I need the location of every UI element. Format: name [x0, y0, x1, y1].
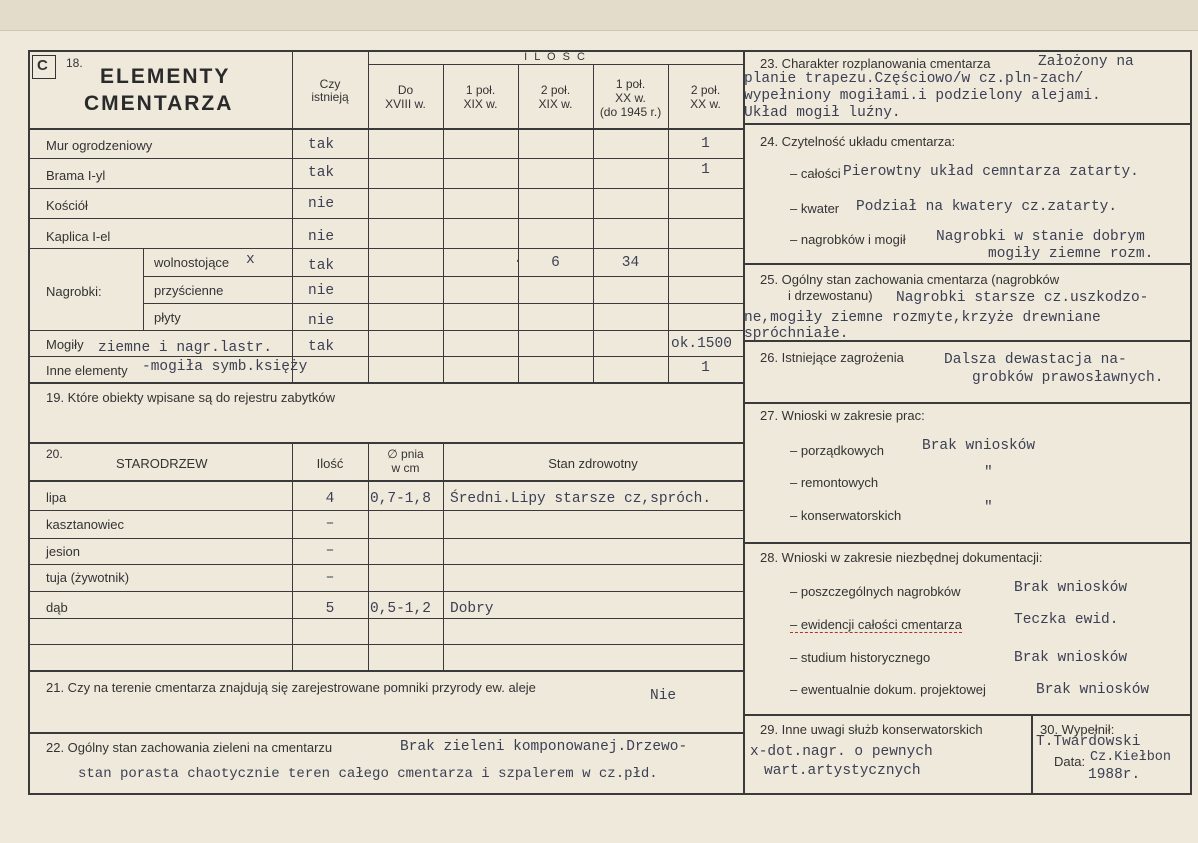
q29-line1: x-dot.nagr. o pewnych	[750, 744, 933, 760]
q24-kwater-label: – kwater	[790, 201, 840, 216]
q24-label: 24. Czytelność układu cmentarza:	[760, 134, 956, 149]
tree-row-1-health: Średni.Lipy starsze cz,spróch.	[450, 491, 712, 507]
period-1-l1: Do	[397, 83, 414, 97]
row-przysc-label: przyścienne	[154, 283, 224, 298]
q28-item-3-value: Brak wniosków	[1014, 650, 1128, 666]
q28-item-4-label: – ewentualnie dokum. projektowej	[790, 682, 986, 697]
row-kaplica-exists: nie	[308, 229, 335, 245]
section-20-title: STARODRZEW	[116, 456, 208, 471]
row-mogily-label: Mogiły	[46, 337, 84, 352]
row-nagrobki-label: Nagrobki:	[46, 284, 102, 299]
period-4-l1: 1 poł.	[615, 77, 646, 91]
q30-label: 30. Wypełnił:	[1040, 722, 1115, 737]
q22-line1: Brak zieleni komponowanej.Drzewo-	[400, 739, 688, 755]
row-kaplica-label: Kaplica I-el	[46, 229, 111, 244]
col-exists-l1: Czy	[319, 77, 341, 91]
q27-item-3-value: "	[984, 500, 993, 516]
row-mur-p5: 1	[701, 136, 710, 152]
row-mogily-typed: ziemne i nagr.lastr.	[98, 340, 273, 356]
row-wolno-p2: ·	[513, 254, 523, 270]
row-inne-typed: -mogiła symb.księży	[142, 359, 308, 375]
q23-line3: wypełniony mogiłami.i podzielony alejami.	[744, 88, 1101, 104]
q29-label: 29. Inne uwagi służb konserwatorskich	[760, 722, 983, 737]
q24-kwater: Podział na kwatery cz.zatarty.	[856, 199, 1118, 215]
col-tree-diam-l2: w cm	[391, 461, 420, 475]
period-3-l2: XIX w.	[538, 97, 573, 111]
tree-row-5-name: dąb	[46, 600, 68, 615]
period-5-l2: XX w.	[690, 97, 721, 111]
tree-row-3-name: jesion	[46, 544, 80, 559]
tree-row-4-qty: –	[325, 570, 335, 586]
q28-item-1-value: Brak wniosków	[1014, 580, 1128, 596]
q24-calosc: Pierowtny układ cemntarza zatarty.	[843, 164, 1139, 180]
q27-item-1-value: Brak wniosków	[922, 438, 1036, 454]
q22-line2: stan porasta chaotycznie teren całego cmentarza i szpalerem w cz.płd.	[78, 766, 658, 782]
row-wolno-exists: tak	[308, 258, 335, 274]
q30-date-label: Data:	[1054, 754, 1086, 769]
q25-line1: Nagrobki starsze cz.uszkodzo-	[896, 290, 1149, 306]
q27-item-2-label: – remontowych	[790, 475, 879, 490]
row-wolno-p4: 34	[621, 255, 640, 271]
q23-line4: Układ mogił luźny.	[744, 105, 901, 121]
q25-line2: ne,mogiły ziemne rozmyte,krzyże drewniane	[744, 310, 1101, 326]
row-wolno-p3: 6	[551, 255, 560, 271]
row-inne-label: Inne elementy	[46, 363, 128, 378]
q28-item-2-value: Teczka ewid.	[1014, 612, 1119, 628]
period-1-l2: XVIII w.	[385, 97, 426, 111]
period-2-l2: XIX w.	[463, 97, 498, 111]
row-mogily-exists: tak	[308, 339, 335, 355]
row-kosciol-label: Kościół	[46, 198, 88, 213]
period-5-l1: 2 poł.	[690, 83, 721, 97]
section-letter: C	[37, 57, 48, 74]
tree-row-4-name: tuja (żywotnik)	[46, 570, 130, 585]
section-18-title-1: ELEMENTY	[100, 65, 231, 88]
q24-nagrobkow-1: Nagrobki w stanie dobrym	[936, 229, 1145, 245]
card-top-edge	[0, 0, 1198, 31]
col-tree-diam-l1: ∅ pnia	[387, 447, 424, 461]
q26-line2: grobków prawosławnych.	[972, 370, 1164, 386]
row-plyty-exists: nie	[308, 313, 335, 329]
row-mogily-p5: ok.1500	[671, 336, 732, 352]
q30-date-1: Cz.Kiełbon	[1090, 750, 1172, 765]
section-20-number: 20.	[46, 447, 63, 461]
section-18-title-2: CMENTARZA	[84, 92, 234, 115]
q23-line2: planie trapezu.Częściowo/w cz.pln-zach/	[744, 71, 1084, 87]
row-brama-label: Brama I-yl	[46, 168, 106, 183]
q27-item-3-label: – konserwatorskich	[790, 508, 902, 523]
q19-label: 19. Które obiekty wpisane są do rejestru zabytków	[46, 390, 336, 405]
q27-item-1-label: – porządkowych	[790, 443, 884, 458]
tree-row-2-qty: –	[325, 516, 335, 532]
period-4-l3: (do 1945 r.)	[599, 105, 662, 119]
row-przysc-exists: nie	[308, 283, 335, 299]
q26-label: 26. Istniejące zagrożenia	[760, 350, 904, 365]
row-mur-label: Mur ogrodzeniowy	[46, 138, 153, 153]
period-3-l1: 2 poł.	[540, 83, 571, 97]
col-tree-health: Stan zdrowotny	[548, 456, 638, 471]
q23-line1: Założony na	[1038, 54, 1134, 70]
ilosc-header: I L O Ś Ć	[524, 51, 587, 63]
col-tree-qty: Ilość	[316, 456, 344, 471]
row-inne-p5: 1	[701, 360, 710, 376]
tree-row-2-name: kasztanowiec	[46, 517, 125, 532]
tree-row-5-diam: 0,5-1,2	[370, 601, 431, 617]
col-exists-l2: istnieją	[311, 90, 349, 104]
q21-label: 21. Czy na terenie cmentarza znajdują się zarejestrowane pomniki przyrody ew. aleje	[46, 680, 536, 695]
tree-row-1-name: lipa	[46, 490, 67, 505]
q30-name: T.Twardowski	[1036, 734, 1141, 750]
tree-row-5-qty: 5	[325, 601, 335, 617]
q25-line3: spróchniałe.	[744, 326, 849, 342]
row-brama-p5: 1	[701, 162, 710, 178]
row-wolno-mark: x	[246, 252, 255, 268]
q26-line1: Dalsza dewastacja na-	[944, 352, 1127, 368]
q24-nagrobkow-2: mogiły ziemne rozm.	[988, 246, 1154, 262]
q24-calosc-label: – całości	[790, 166, 841, 181]
period-2-l1: 1 poł.	[465, 83, 496, 97]
q30-date-2: 1988r.	[1088, 767, 1141, 783]
row-kosciol-exists: nie	[308, 196, 335, 212]
q27-label: 27. Wnioski w zakresie prac:	[760, 408, 925, 423]
tree-row-3-qty: –	[325, 543, 335, 559]
row-mur-exists: tak	[308, 137, 335, 153]
period-4-l2: XX w.	[615, 91, 646, 105]
q21-answer: Nie	[650, 688, 677, 704]
q28-item-1-label: – poszczególnych nagrobków	[790, 584, 961, 599]
q23-label: 23. Charakter rozplanowania cmentarza	[760, 56, 991, 71]
q27-item-2-value: "	[984, 465, 993, 481]
q28-item-3-label: – studium historycznego	[790, 650, 931, 665]
q28-item-2-label: – ewidencji całości cmentarza	[790, 617, 962, 632]
row-wolno-label: wolnostojące	[154, 255, 230, 270]
tree-row-5-health: Dobry	[450, 601, 494, 617]
section-18-number: 18.	[66, 56, 83, 70]
q28-item-4-value: Brak wniosków	[1036, 682, 1150, 698]
tree-row-1-diam: 0,7-1,8	[370, 491, 431, 507]
q24-nagrobkow-label: – nagrobków i mogił	[790, 232, 906, 247]
q22-label: 22. Ogólny stan zachowania zieleni na cmentarzu	[46, 740, 333, 755]
form-frame	[28, 50, 1192, 795]
q29-line2: wart.artystycznych	[764, 763, 921, 779]
row-plyty-label: płyty	[154, 310, 181, 325]
q25-label-1: 25. Ogólny stan zachowania cmentarza (nagrobków	[760, 272, 1060, 287]
q28-label: 28. Wnioski w zakresie niezbędnej dokumentacji:	[760, 550, 1043, 565]
tree-row-1-qty: 4	[325, 491, 335, 507]
q25-label-2: i drzewostanu)	[788, 288, 873, 303]
row-brama-exists: tak	[308, 165, 335, 181]
